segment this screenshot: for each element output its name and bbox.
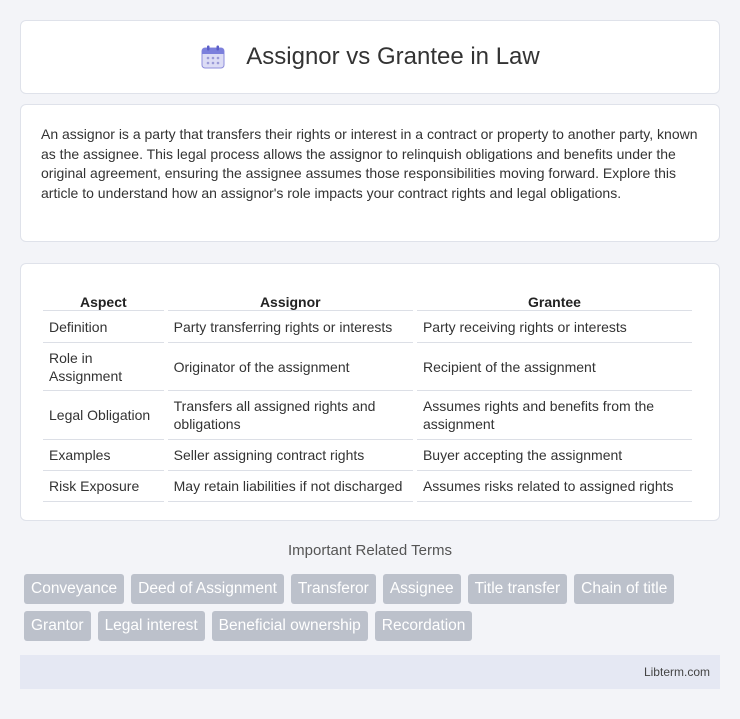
table-cell: Party receiving rights or interests [417,311,692,343]
table-cell: Assumes rights and benefits from the assignment [417,391,692,440]
comparison-table [39,289,696,502]
table-row [43,343,692,391]
intro-text: An assignor is a party that transfers their rights or interest in a contract or property to another party, known as the assignee. This legal process allows the assignor to relinquish obligations and benefits under the original agreement, ensuring the assignee assumes those responsibilities moving forward. Explore this article to understand how an assignor's role impacts your contract rights and legal obligations. [41,126,698,201]
tag-conveyance[interactable]: Conveyance [24,574,124,604]
related-terms-title: Important Related Terms [288,542,452,559]
calendar-icon [200,44,226,70]
table-cell: Role in Assignment [43,343,164,391]
tag-chain-of-title[interactable]: Chain of title [574,574,674,604]
table-row [43,311,692,343]
table-cell: Examples [43,440,164,471]
tag-assignee[interactable]: Assignee [383,574,461,604]
tag-deed-of-assignment[interactable]: Deed of Assignment [131,574,284,604]
tag-transferor[interactable]: Transferor [291,574,376,604]
table-cell: Assumes risks related to assigned rights [417,471,692,502]
table-row [43,440,692,471]
comparison-card [20,263,720,521]
footer [20,655,720,689]
table-cell: Recipient of the assignment [417,343,692,391]
table-cell: Risk Exposure [43,471,164,502]
tag-title-transfer[interactable]: Title transfer [468,574,568,604]
table-cell: May retain liabilities if not discharged [168,471,413,502]
intro-card [20,104,720,242]
tag-recordation[interactable]: Recordation [375,611,473,641]
table-row [43,471,692,502]
title-wrap [200,43,539,71]
tag-grantor[interactable]: Grantor [24,611,91,641]
tag-beneficial-ownership[interactable]: Beneficial ownership [212,611,368,641]
related-terms-list [24,574,724,641]
header-assignor: Assignor [168,289,413,311]
table-row [43,391,692,440]
table-cell: Buyer accepting the assignment [417,440,692,471]
header-card [20,20,720,94]
table-cell: Legal Obligation [43,391,164,440]
table-cell: Seller assigning contract rights [168,440,413,471]
page-title: Assignor vs Grantee in Law [246,43,540,70]
header-grantee: Grantee [417,289,692,311]
tag-legal-interest[interactable]: Legal interest [98,611,205,641]
header-aspect: Aspect [43,289,164,311]
table-cell: Transfers all assigned rights and obligations [168,391,413,440]
table-header-row [43,289,692,311]
table-cell: Definition [43,311,164,343]
table-cell: Originator of the assignment [168,343,413,391]
footer-site-link[interactable]: Libterm.com [643,665,710,679]
table-cell: Party transferring rights or interests [168,311,413,343]
